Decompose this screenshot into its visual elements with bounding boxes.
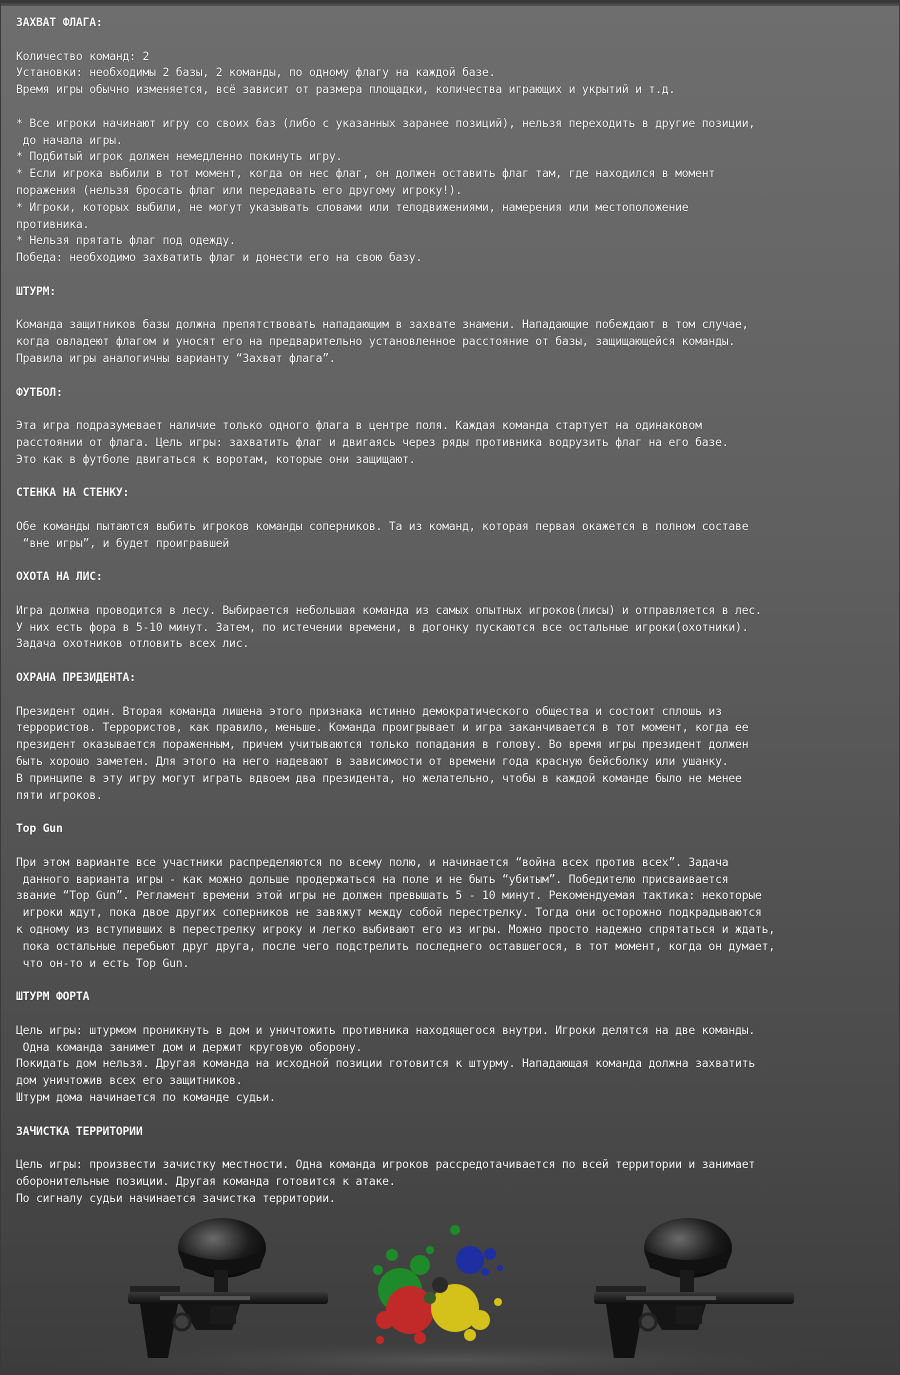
spacer xyxy=(16,367,894,384)
section-line: оборонительные позиции. Другая команда готовится к атаке. xyxy=(16,1173,396,1188)
spacer xyxy=(16,266,894,283)
section-line: террористов. Террористов, как правило, меньше. Команда проигрывает и игра заканчивается в тот момент, когда ее xyxy=(16,720,749,735)
section-line: * Игроки, которых выбили, не могут указывать словами или телодвижениями, намерения или местоположение xyxy=(16,199,689,214)
spacer xyxy=(16,1139,894,1156)
section-line: Это как в футболе двигаться к воротам, которые они защищают. xyxy=(16,451,416,466)
paintball-marker-right-icon xyxy=(594,1218,794,1358)
section-line: к одному из вступивших в перестрелку игроку и легко выбивают его из игры. Можно просто надежно спрятаться и ждать, xyxy=(16,922,775,937)
section-line: Цель игры: произвести зачистку местности. Одна команда игроков рассредотачивается по всей территории и занимает xyxy=(16,1157,756,1172)
section-line: * Все игроки начинают игру со своих баз (либо с указанных заранее позиций), нельзя переходить в другие позиции, xyxy=(16,115,756,130)
spacer xyxy=(16,971,894,988)
section-line: Игра должна проводится в лесу. Выбирается небольшая команда из самых опытных игроков(лисы) и отправляется в лес. xyxy=(16,602,762,617)
spacer xyxy=(16,300,894,317)
article-body xyxy=(16,14,894,1223)
spacer xyxy=(16,803,894,820)
spacer xyxy=(16,501,894,518)
section-line: Президент один. Вторая команда лишена этого признака истинно демократического общества и состоит сплошь из xyxy=(16,703,722,718)
section-line: Одна команда занимет дом и держит круговую оборону. xyxy=(16,1039,363,1054)
section-title: Top Gun xyxy=(16,821,63,836)
section-title: ЗАХВАТ ФЛАГА: xyxy=(16,15,103,29)
section-line: Время игры обычно изменяется, всё зависит от размера площадки, количества играющих и укрытий и т.д. xyxy=(16,82,676,97)
section-title: ЗАЧИСТКА ТЕРРИТОРИИ xyxy=(16,1123,143,1138)
section-line: У них есть фора в 5-10 минут. Затем, по истечении времени, в догонку пускаются все остальные игроки(охотники). xyxy=(16,619,749,634)
section-line: звание “Top Gun”. Регламент времени этой игры не должен превышать 5 - 10 минут. Рекомендуемая тактика: некоторые xyxy=(16,888,762,903)
spacer xyxy=(16,686,894,703)
section-line: до начала игры. xyxy=(16,132,123,147)
section-line: При этом варианте все участники распределяются по всему полю, и начинается “война всех против всех”. Задача xyxy=(16,854,729,869)
section-line: Штурм дома начинается по команде судьи. xyxy=(16,1090,276,1104)
section-line: противника. xyxy=(16,216,90,231)
spacer xyxy=(16,31,894,48)
section-line: В принципе в эту игру могут играть вдвоем два президента, но желательно, чтобы в каждой команде было не менее xyxy=(16,770,742,785)
section-line: поражения (нельзя бросать флаг или передавать его другому игроку!). xyxy=(16,182,463,197)
section-line: Команда защитников базы должна препятствовать нападающим в захвате знамени. Нападающие побеждают в том случае, xyxy=(16,317,749,332)
paint-splatter-icon xyxy=(373,1225,503,1344)
section-line: Победа: необходимо захватить флаг и донести его на свою базу. xyxy=(16,250,423,265)
spacer xyxy=(16,1106,894,1123)
section-line: пока остальные перебьют друг друга, после чего подстрелить последнего оставшегося, в тот момент, когда он думает, xyxy=(16,938,775,953)
section-line: президент оказывается пораженным, причем учитываются только попадания в голову. Во время игры президент должен xyxy=(16,737,749,752)
section-line: * Нельзя прятать флаг под одежду. xyxy=(16,233,236,248)
spacer xyxy=(16,585,894,602)
section-line: Задача охотников отловить всех лис. xyxy=(16,636,250,651)
section-title: ШТУРМ ФОРТА xyxy=(16,989,90,1004)
section-line: игроки ждут, пока двое других соперников не завяжут между собой перестрелку. Тогда они осторожно подкрадываются xyxy=(16,905,762,920)
section-line: данного варианта игры - как можно дольше продержаться на поле и не быть “убитым”. Победителю присваивается xyxy=(16,871,729,886)
section-line: Установки: необходимы 2 базы, 2 команды, по одному флагу на каждой базе. xyxy=(16,65,496,80)
spacer xyxy=(16,652,894,669)
section-line: что он-то и есть Top Gun. xyxy=(16,955,190,970)
section-line: Обе команды пытаются выбить игроков команды соперников. Та из команд, которая первая окажется в полном составе xyxy=(16,518,749,533)
section-line: Цель игры: штурмом проникнуть в дом и уничтожить противника находящегося внутри. Игроки делятся на две команды. xyxy=(16,1022,756,1037)
spacer xyxy=(16,1005,894,1022)
section-line: Правила игры аналогичны варианту “Захват флага”. xyxy=(16,350,336,365)
section-title: ОХОТА НА ЛИС: xyxy=(16,569,103,584)
spacer xyxy=(16,98,894,115)
paintball-marker-left-icon xyxy=(128,1218,328,1358)
section-line: Покидать дом нельзя. Другая команда на исходной позиции готовится к штурму. Нападающая команда должна захватить xyxy=(16,1056,756,1071)
bottom-decoration xyxy=(0,1210,900,1375)
section-title: СТЕНКА НА СТЕНКУ: xyxy=(16,485,130,500)
section-line: По сигналу судьи начинается зачистка территории. xyxy=(16,1190,336,1205)
section-title: ФУТБОЛ: xyxy=(16,384,63,399)
spacer xyxy=(16,468,894,485)
section-line: Количество команд: 2 xyxy=(16,48,150,63)
spacer xyxy=(16,400,894,417)
section-line: “вне игры”, и будет проигравшей xyxy=(16,535,230,550)
section-line: быть хорошо заметен. Для этого на него надевают в зависимости от времени года красную бейсболку или ушанку. xyxy=(16,754,729,769)
section-line: пяти игроков. xyxy=(16,787,103,802)
section-line: дом уничтожив всех его защитников. xyxy=(16,1073,243,1088)
section-line: Эта игра подразумевает наличие только одного флага в центре поля. Каждая команда стартует на одинаковом xyxy=(16,418,702,433)
section-line: * Если игрока выбили в тот момент, когда он нес флаг, он должен оставить флаг там, где находился в момент xyxy=(16,166,716,181)
section-line: когда овладеют флагом и уносят его на предварительно установленное расстояние от базы, защищающейся команды. xyxy=(16,334,736,349)
section-title: ШТУРМ: xyxy=(16,283,56,298)
section-line: * Подбитый игрок должен немедленно покинуть игру. xyxy=(16,149,343,164)
section-title: ОХРАНА ПРЕЗИДЕНТА: xyxy=(16,670,136,685)
spacer xyxy=(16,552,894,569)
spacer xyxy=(16,837,894,854)
section-line: расстоянии от флага. Цель игры: захватить флаг и двигаясь через ряды противника водрузить флаг на его базе. xyxy=(16,434,729,449)
